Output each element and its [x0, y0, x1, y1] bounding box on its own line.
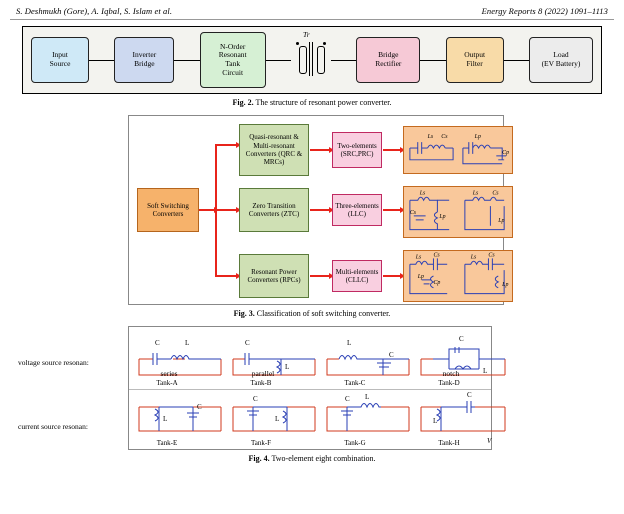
block-bridge-rectifier-line2: Rectifier — [375, 59, 402, 68]
transformer-core-line-2 — [312, 42, 313, 76]
wire-1 — [89, 60, 114, 61]
block-load-line2: (EV Battery) — [541, 59, 581, 68]
tank-h-label: Tank-H — [438, 439, 460, 447]
svg-text:Lp: Lp — [502, 281, 509, 288]
figure-4-table — [128, 326, 492, 450]
label-tank-a-l: L — [185, 339, 190, 347]
tank-d-label: Tank-D — [438, 379, 460, 387]
svg-text:Ls: Ls — [415, 254, 422, 261]
label-cp-1: Cp — [502, 149, 510, 156]
circuit-multi-elements-svg — [404, 250, 512, 302]
figure-2-diagram — [22, 26, 602, 94]
arrow-root-to-rpc — [215, 275, 237, 277]
block-input-source-line1: Input — [52, 50, 68, 60]
label-tank-b-l: L — [285, 363, 290, 371]
arrow-rpc-to-multi — [310, 275, 330, 277]
figure-3-caption-text: Classification of soft switching converter. — [256, 309, 391, 318]
node-soft-switching-converters: Soft Switching Converters — [137, 188, 199, 232]
block-inverter-bridge-line2: Bridge — [134, 59, 155, 68]
tank-b-label: Tank-B — [250, 379, 272, 387]
tank-h-voltage-label: V — [487, 437, 492, 445]
tank-d-name: notch — [442, 369, 460, 378]
wire-3 — [266, 60, 291, 61]
block-load-line1: Load — [553, 50, 569, 60]
transformer-dot-secondary — [323, 42, 326, 45]
block-input-source-line2: Source — [49, 59, 71, 68]
running-head-authors: S. Deshmukh (Gore), A. Iqbal, S. Islam et al. — [16, 6, 173, 16]
block-output-filter-line1: Output — [464, 50, 486, 60]
transformer-dot-primary — [296, 42, 299, 45]
figure-3 — [10, 115, 614, 318]
circuit-three-elements-svg — [404, 186, 512, 238]
figure-4-caption — [10, 454, 614, 463]
wire-6 — [504, 60, 529, 61]
tank-f-label: Tank-F — [250, 439, 272, 447]
svg-text:Cs: Cs — [409, 209, 417, 216]
label-tank-d-l: L — [483, 367, 488, 375]
block-input-source — [31, 37, 89, 83]
svg-text:Ls: Ls — [419, 190, 426, 197]
svg-text:Cs: Cs — [433, 252, 440, 259]
transformer-icon — [291, 32, 331, 88]
tank-b-name: parallel — [251, 369, 275, 378]
label-tank-d-c: C — [459, 335, 464, 343]
arrow-multi-to-circuit — [383, 275, 401, 277]
node-multi-elements: Multi-elements (CLLC) — [332, 260, 382, 292]
label-tank-h-c: C — [467, 391, 472, 399]
label-tank-f-c: C — [253, 395, 258, 403]
wire-5 — [420, 60, 445, 61]
transformer-primary-coil — [299, 46, 307, 74]
circuit-three-elements — [403, 186, 513, 238]
transformer-label: Tr — [302, 30, 310, 39]
circuit-multi-elements — [403, 250, 513, 302]
tank-a-label: Tank-A — [156, 379, 178, 387]
label-ls-1: Ls — [427, 134, 434, 141]
svg-text:Cs: Cs — [488, 252, 495, 259]
arrow-three-to-circuit — [383, 209, 401, 211]
arrow-root-trunk — [199, 209, 215, 211]
tank-a-name: series — [160, 369, 178, 378]
figure-2-caption-text: The structure of resonant power converter. — [255, 98, 392, 107]
row-label-voltage-source: voltage source resonan: — [18, 358, 89, 367]
arrow-two-to-circuit — [383, 149, 401, 151]
arrow-root-to-ztc — [215, 209, 237, 211]
tank-c-label: Tank-C — [344, 379, 366, 387]
transformer-secondary-coil — [317, 46, 325, 74]
arrow-ztc-to-three — [310, 209, 330, 211]
wire-2 — [174, 60, 199, 61]
block-load — [529, 37, 593, 83]
label-cs-1: Cs — [441, 134, 448, 141]
node-three-elements: Three-elements (LLC) — [332, 194, 382, 226]
label-tank-b-c: C — [245, 339, 250, 347]
svg-text:Ls: Ls — [470, 254, 477, 261]
label-tank-g-c: C — [345, 395, 350, 403]
block-resonant-tank-line1: N-Order — [219, 41, 246, 51]
tank-e-label: Tank-E — [156, 439, 178, 447]
figure-2-caption — [10, 98, 614, 107]
circuit-two-elements — [403, 126, 513, 174]
block-inverter-bridge — [114, 37, 174, 83]
block-bridge-rectifier-line1: Bridge — [378, 50, 399, 60]
svg-text:Lp: Lp — [439, 213, 446, 220]
row-label-current-source: current source resonan: — [18, 422, 88, 431]
arrow-root-to-qrc — [215, 144, 237, 146]
label-tank-g-l: L — [365, 393, 370, 401]
svg-text:Lp: Lp — [498, 217, 505, 224]
node-ztc: Zero Transition Converters (ZTC) — [239, 188, 309, 232]
node-qrc-mrc: Quasi-resonant & Multi-resonant Converters (QRC & MRCs) — [239, 124, 309, 176]
label-tank-a-c: C — [155, 339, 160, 347]
block-resonant-tank-line4: Circuit — [222, 67, 244, 77]
arrow-qrc-to-two — [310, 149, 330, 151]
svg-text:Lp: Lp — [417, 273, 424, 280]
block-output-filter — [446, 37, 504, 83]
svg-text:Cs: Cs — [492, 190, 499, 197]
running-head-journal: Energy Reports 8 (2022) 1091–1113 — [481, 6, 608, 16]
figure-3-caption-label: Fig. 3. — [233, 309, 255, 318]
node-two-elements: Two-elements (SRC,PRC) — [332, 132, 382, 168]
figure-3-caption — [10, 309, 614, 318]
circuit-two-elements-svg — [404, 126, 512, 174]
label-tank-f-l: L — [275, 415, 280, 423]
table-row-separator — [129, 389, 491, 390]
running-head — [10, 6, 614, 20]
svg-text:Cp: Cp — [433, 279, 441, 286]
block-resonant-tank-line2: Resonant — [218, 50, 247, 60]
label-lp-1: Lp — [474, 134, 481, 141]
figure-2 — [10, 26, 614, 107]
node-rpc: Resonant Power Converters (RPCs) — [239, 254, 309, 298]
figure-4 — [10, 326, 614, 463]
label-tank-c-l: L — [347, 339, 352, 347]
block-inverter-bridge-line1: Inverter — [132, 50, 157, 60]
wire-4 — [331, 60, 356, 61]
tank-g-label: Tank-G — [344, 439, 366, 447]
svg-text:Ls: Ls — [472, 190, 479, 197]
figure-4-caption-text: Two-element eight combination. — [271, 454, 376, 463]
figure-2-caption-label: Fig. 2. — [232, 98, 254, 107]
figure-3-diagram — [128, 115, 510, 305]
transformer-core-line-1 — [309, 42, 310, 76]
label-tank-e-l: L — [163, 415, 168, 423]
label-tank-h-l: L — [433, 417, 438, 425]
block-resonant-tank-line3: Tank — [225, 59, 241, 68]
block-output-filter-line2: Filter — [466, 59, 483, 68]
label-tank-c-c: C — [389, 351, 394, 359]
block-resonant-tank — [200, 32, 266, 88]
block-bridge-rectifier — [356, 37, 420, 83]
label-tank-e-c: C — [197, 403, 202, 411]
figure-4-caption-label: Fig. 4. — [248, 454, 270, 463]
